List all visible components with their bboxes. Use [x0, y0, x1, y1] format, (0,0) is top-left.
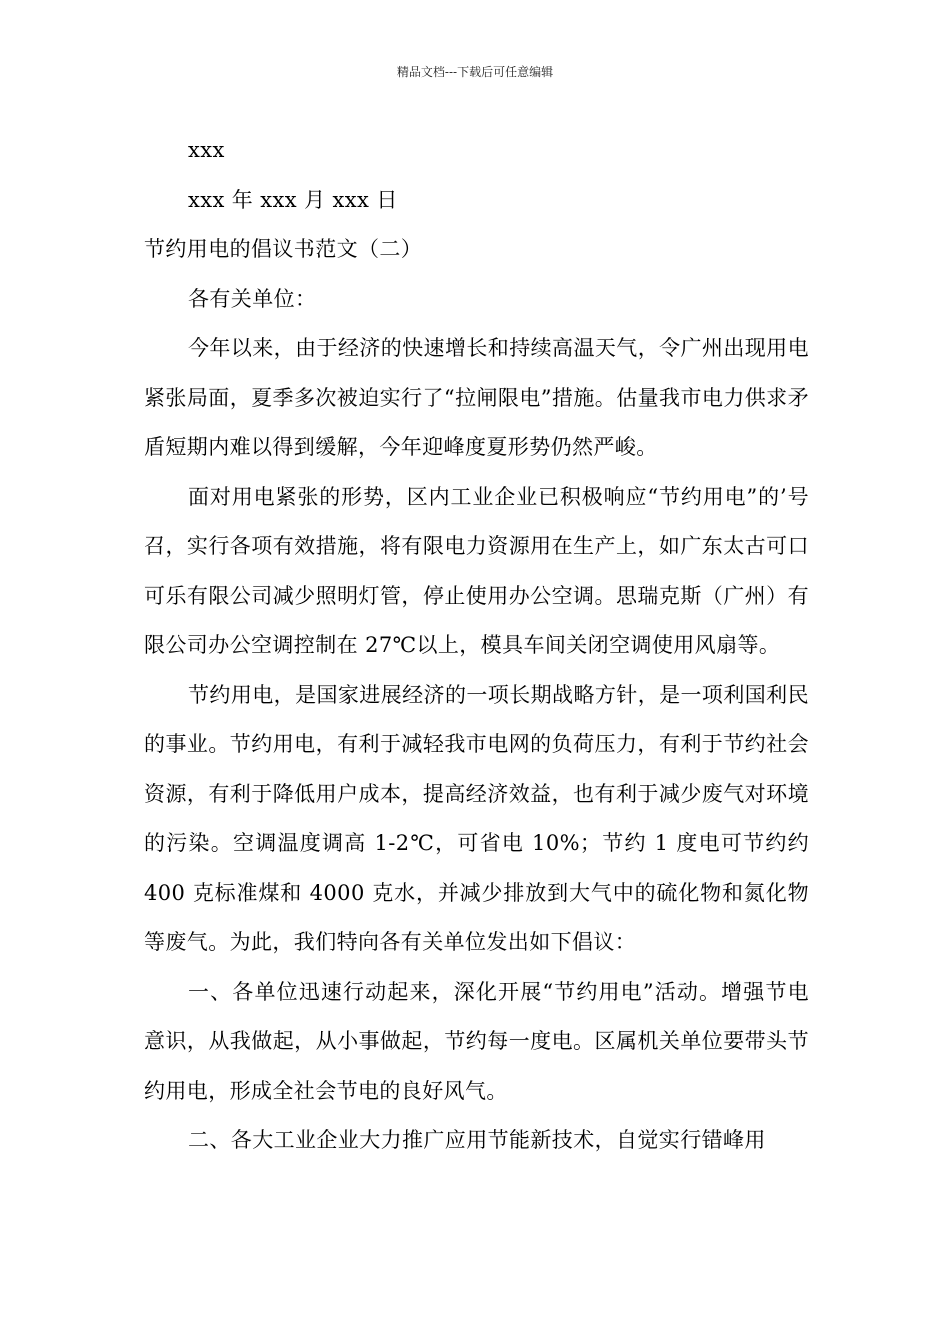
paragraph: 节约用电，是国家进展经济的一项长期战略方针，是一项利国利民的事业。节约用电，有利于减轻我市电网的负荷压力，有利于节约社会资源，有利于降低用户成本，提高经济效益，也有利于减少废气对环境的污染。空调温度调高 1-2℃，可省电 10%；节约 1 度电可节约约 400 克标准煤和 4000 克水，并减少排放到大气中的硫化物和氮化物等废气。为此，我们特向各有关单位发出如下倡议： [144, 682, 809, 954]
document-title: 节约用电的倡议书范文（二） [144, 237, 423, 261]
signature-name: xxx [188, 138, 225, 162]
page-header: 精品文档---下载后可任意编辑 [396, 65, 554, 79]
paragraph: 今年以来，由于经济的快速增长和持续高温天气，令广州出现用电紧张局面，夏季多次被迫实行了“拉闸限电”措施。估量我市电力供求矛盾短期内难以得到缓解，今年迎峰度夏形势仍然严峻。 [144, 336, 809, 459]
salutation: 各有关单位： [188, 286, 317, 311]
paragraph: 二、各大工业企业大力推广应用节能新技术，自觉实行错峰用 [188, 1128, 766, 1152]
document-body [144, 126, 809, 1166]
signature-date: xxx 年 xxx 月 xxx 日 [188, 187, 398, 212]
paragraph: 一、各单位迅速行动起来，深化开展“节约用电”活动。增强节电意识，从我做起，从小事做起，节约每一度电。区属机关单位要带头节约用电，形成全社会节电的良好风气。 [144, 979, 809, 1103]
paragraph: 面对用电紧张的形势，区内工业企业已积极响应“节约用电”的’号召，实行各项有效措施，将有限电力资源用在生产上，如广东太古可口可乐有限公司减少照明灯管，停止使用办公空调。思瑞克斯（广州）有限公司办公空调控制在 27℃以上，模具车间关闭空调使用风扇等。 [144, 484, 809, 657]
